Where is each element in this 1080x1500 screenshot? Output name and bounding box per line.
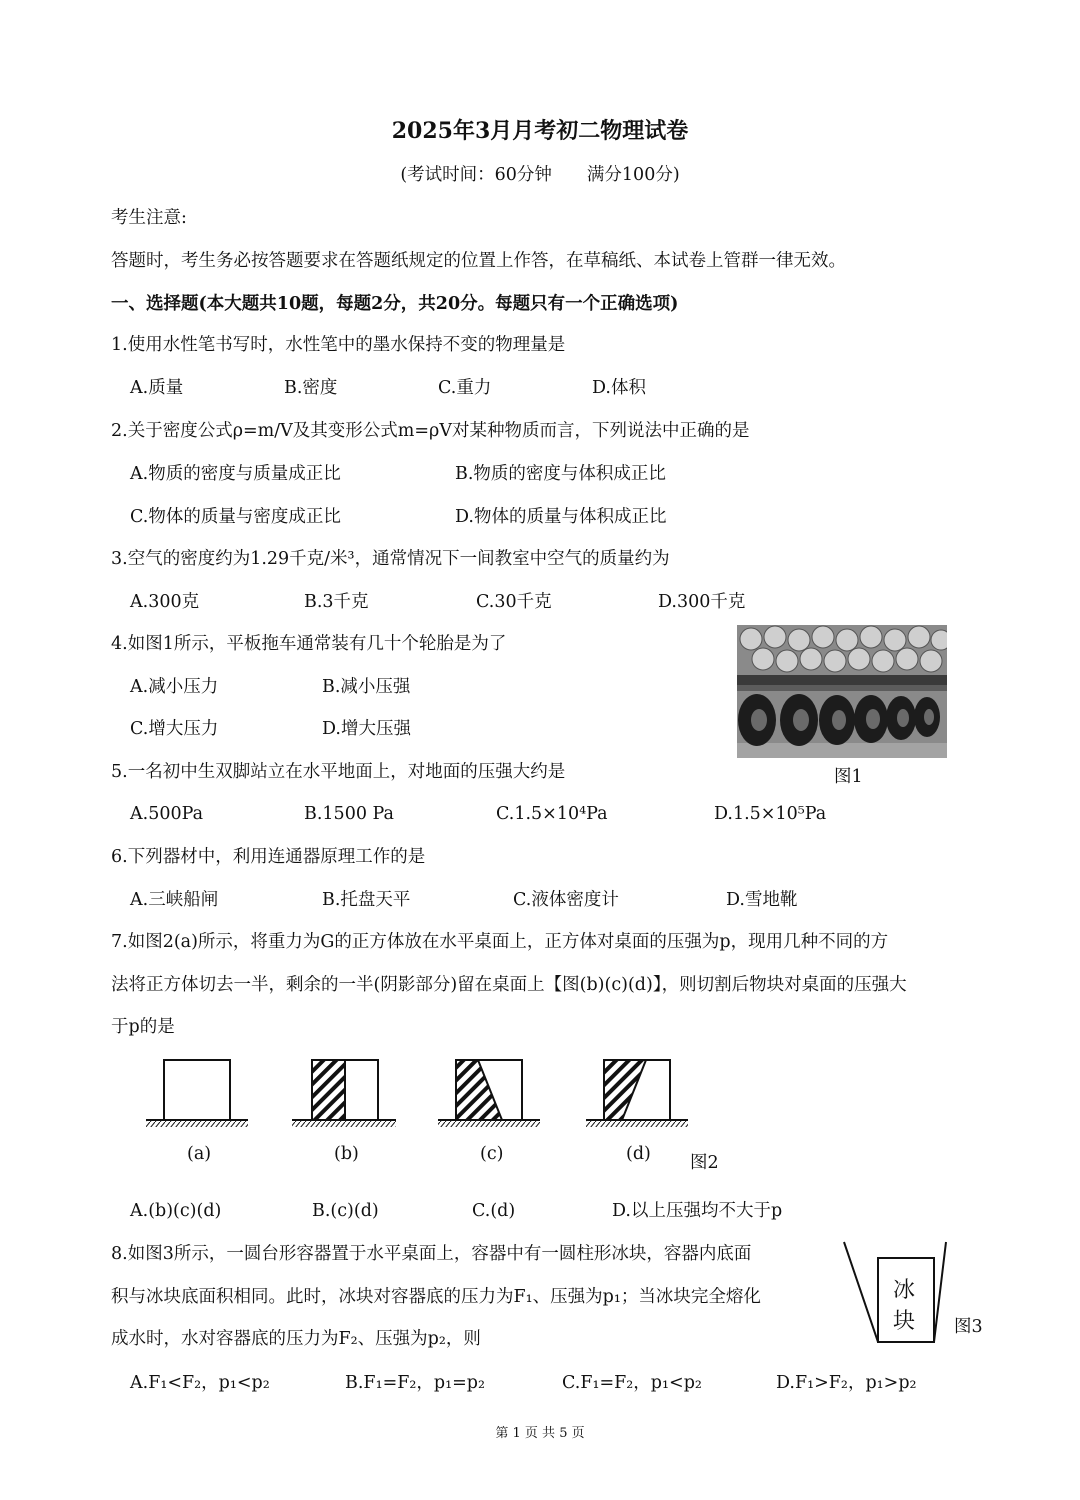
- figure-2-caption: 图2: [690, 1153, 719, 1173]
- question-6-stem: 6.下列器材中，利用连通器原理工作的是: [111, 847, 426, 867]
- q8-option-c: C.F₁=F₂，p₁<p₂: [562, 1373, 702, 1393]
- q4-option-b: B.减小压强: [322, 677, 411, 697]
- q3-option-a: A.300克: [130, 592, 200, 612]
- ice-label-1: 冰: [893, 1278, 916, 1303]
- ice-label-2: 块: [893, 1309, 916, 1334]
- question-8-stem-line-3: 成水时，水对容器底的压力为F₂、压强为p₂，则: [111, 1329, 481, 1349]
- q2-option-d: D.物体的质量与体积成正比: [455, 507, 667, 527]
- page-title: 2025年3月月考初二物理试卷: [391, 118, 689, 144]
- q4-option-a: A.减小压力: [130, 677, 219, 697]
- truck-photo: [737, 625, 947, 758]
- question-5-stem: 5.一名初中生双脚站立在水平地面上，对地面的压强大约是: [111, 762, 566, 782]
- figure-2b-label: (b): [334, 1144, 359, 1164]
- figure-3-caption: 图3: [954, 1317, 983, 1337]
- q3-option-d: D.300千克: [658, 592, 746, 612]
- question-1-stem: 1.使用水性笔书写时，水性笔中的墨水保持不变的物理量是: [111, 335, 566, 355]
- figure-2c-label: (c): [480, 1144, 504, 1164]
- q8-option-a: A.F₁<F₂，p₁<p₂: [130, 1373, 270, 1393]
- question-7-stem-line-1: 7.如图2(a)所示，将重力为G的正方体放在水平桌面上，正方体对桌面的压强为p，现用几种不同的方: [111, 932, 889, 952]
- question-8-stem-line-2: 积与冰块底面积相同。此时，冰块对容器底的压力为F₁、压强为p₁；当冰块完全熔化: [111, 1287, 761, 1307]
- notice-text: 答题时，考生务必按答题要求在答题纸规定的位置上作答，在草稿纸、本试卷上管群一律无效。: [111, 251, 846, 271]
- q4-option-c: C.增大压力: [130, 719, 219, 739]
- figure-1-caption: 图1: [834, 767, 863, 787]
- q2-option-a: A.物质的密度与质量成正比: [130, 464, 341, 484]
- q6-option-b: B.托盘天平: [322, 890, 411, 910]
- q1-option-d: D.体积: [592, 378, 646, 398]
- q1-option-b: B.密度: [284, 378, 338, 398]
- figure-2b-shaded-half: [312, 1060, 345, 1120]
- q3-option-b: B.3千克: [304, 592, 369, 612]
- q4-option-d: D.增大压强: [322, 719, 411, 739]
- q2-option-b: B.物质的密度与体积成正比: [455, 464, 666, 484]
- exam-info: (考试时间：60分钟 满分100分): [400, 165, 680, 185]
- figure-2a-label: (a): [187, 1144, 212, 1164]
- q6-option-a: A.三峡船闸: [130, 890, 219, 910]
- q1-option-c: C.重力: [438, 378, 492, 398]
- q3-option-c: C.30千克: [476, 592, 552, 612]
- page-footer: 第 1 页 共 5 页: [495, 1426, 585, 1441]
- q5-option-c: C.1.5×10⁴Pa: [496, 804, 608, 824]
- q6-option-d: D.雪地靴: [726, 890, 798, 910]
- figure-2-diagram: [140, 1050, 700, 1140]
- q7-option-b: B.(c)(d): [312, 1201, 379, 1221]
- q2-option-c: C.物体的质量与密度成正比: [130, 507, 341, 527]
- q8-option-b: B.F₁=F₂，p₁=p₂: [345, 1373, 485, 1393]
- q5-option-a: A.500Pa: [130, 804, 204, 824]
- question-4-stem: 4.如图1所示，平板拖车通常装有几十个轮胎是为了: [111, 634, 507, 654]
- question-7-stem-line-3: 于p的是: [111, 1017, 175, 1037]
- notice-label: 考生注意:: [111, 208, 187, 228]
- q5-option-d: D.1.5×10⁵Pa: [714, 804, 827, 824]
- question-2-stem: 2.关于密度公式ρ=m/V及其变形公式m=ρV对某种物质而言，下列说法中正确的是: [111, 421, 750, 441]
- figure-2d-label: (d): [626, 1144, 651, 1164]
- figure-2a-cube: [164, 1060, 230, 1120]
- q7-option-c: C.(d): [472, 1201, 516, 1221]
- section-heading: 一、选择题(本大题共10题，每题2分，共20分。每题只有一个正确选项): [111, 294, 679, 314]
- question-8-stem-line-1: 8.如图3所示，一圆台形容器置于水平桌面上，容器中有一圆柱形冰块，容器内底面: [111, 1244, 752, 1264]
- q7-option-a: A.(b)(c)(d): [130, 1201, 222, 1221]
- q8-option-d: D.F₁>F₂，p₁>p₂: [776, 1373, 917, 1393]
- q7-option-d: D.以上压强均不大于p: [612, 1201, 783, 1221]
- question-7-stem-line-2: 法将正方体切去一半，剩余的一半(阴影部分)留在桌面上【图(b)(c)(d)】，则切割后物块对桌面的压强大: [111, 975, 907, 995]
- q5-option-b: B.1500 Pa: [304, 804, 394, 824]
- question-3-stem: 3.空气的密度约为1.29千克/米³，通常情况下一间教室中空气的质量约为: [111, 549, 670, 569]
- q1-option-a: A.质量: [130, 378, 184, 398]
- q6-option-c: C.液体密度计: [513, 890, 619, 910]
